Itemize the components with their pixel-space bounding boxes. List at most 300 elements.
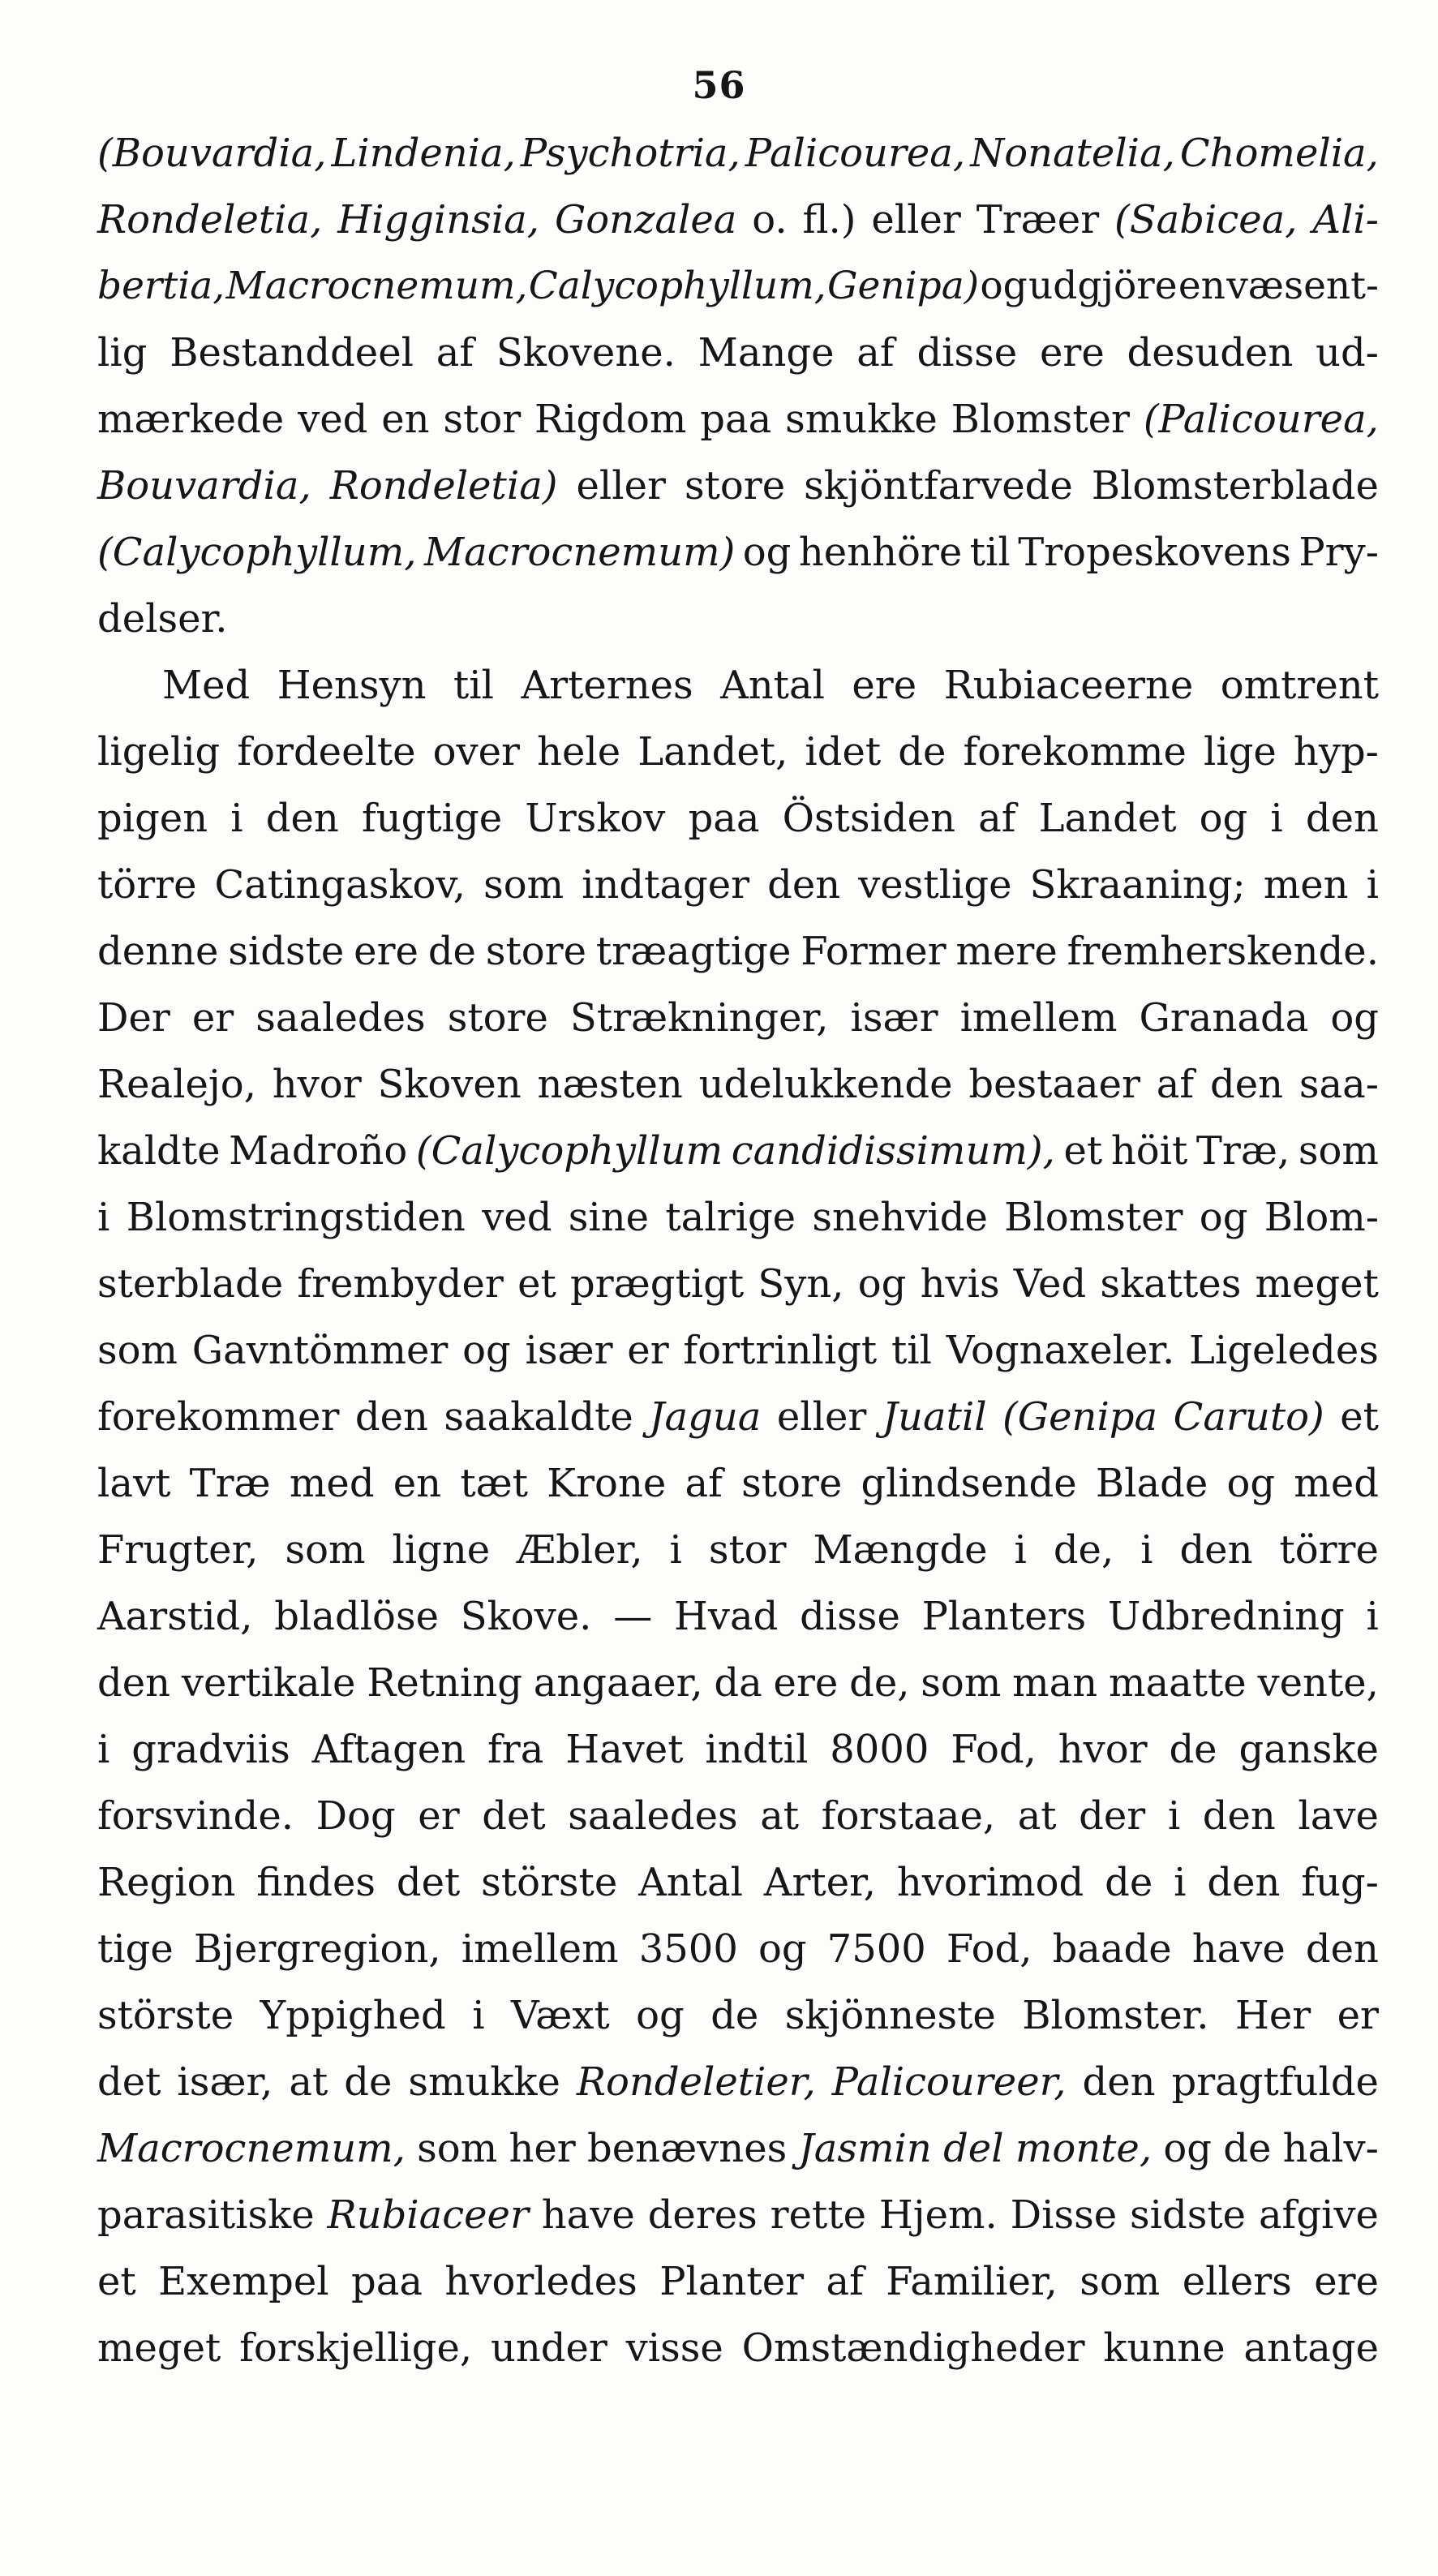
word: og xyxy=(980,264,1028,308)
word: ganske xyxy=(1238,1727,1379,1772)
text-line xyxy=(97,1450,1379,1517)
word: Retning xyxy=(367,1660,522,1706)
text-line xyxy=(97,1251,1379,1317)
word: glindsende xyxy=(861,1461,1077,1506)
word: med xyxy=(289,1461,375,1506)
word: til xyxy=(969,530,1011,575)
text-line xyxy=(97,386,1379,453)
text-line xyxy=(97,1583,1379,1650)
word: af xyxy=(1156,1062,1195,1107)
word: Macrocnemum, xyxy=(97,2126,406,2171)
word: Ligeledes xyxy=(1189,1328,1379,1373)
word: væsent- xyxy=(1226,264,1379,308)
word: et xyxy=(97,2259,136,2304)
word: meget xyxy=(1255,1261,1379,1307)
word: have xyxy=(541,2192,635,2238)
word: Jagua xyxy=(649,1394,762,1440)
word: de xyxy=(1169,1727,1217,1772)
word: som xyxy=(1080,2259,1161,2304)
word: (Calycophyllum, xyxy=(97,530,417,575)
word: Fod, xyxy=(946,1926,1032,1972)
word: store xyxy=(447,995,548,1041)
word: til xyxy=(891,1328,932,1373)
word: som xyxy=(417,2126,498,2171)
word: i xyxy=(1366,1594,1379,1639)
word: visse xyxy=(625,2325,723,2371)
word: findes xyxy=(256,1860,376,1905)
word: Skove. xyxy=(460,1594,592,1639)
word: de xyxy=(1105,1860,1153,1905)
word: de xyxy=(710,1993,759,2038)
word: den xyxy=(1209,1062,1284,1107)
word: de, xyxy=(1053,1527,1114,1573)
word: eller xyxy=(576,463,666,509)
word: — xyxy=(613,1594,653,1639)
word: Tropeskovens xyxy=(1018,530,1291,575)
word: Bouvardia, xyxy=(97,463,311,509)
word: den xyxy=(1179,1527,1253,1573)
word: saa- xyxy=(1298,1062,1379,1107)
word: saakaldte xyxy=(444,1394,633,1440)
word: disse xyxy=(916,330,1018,376)
word: Udbredning xyxy=(1107,1594,1345,1639)
word: Disse xyxy=(1010,2192,1118,2238)
word: store xyxy=(485,929,586,974)
word: (Palicourea, xyxy=(1143,397,1379,442)
word: 8000 xyxy=(830,1727,929,1772)
word: ere xyxy=(773,1660,839,1706)
text-line xyxy=(97,785,1379,852)
body-text xyxy=(97,120,1379,2381)
word: Vognaxeler. xyxy=(946,1328,1175,1373)
word: Blomsterblade xyxy=(1091,463,1379,509)
word: af xyxy=(685,1461,723,1506)
word: (Bouvardia, xyxy=(97,131,327,176)
word: (Sabicea, xyxy=(1114,197,1298,243)
word: det xyxy=(97,2059,161,2105)
word: Rondeletia) xyxy=(329,463,558,509)
word: hele xyxy=(537,729,621,775)
word: Familier, xyxy=(886,2259,1058,2304)
word: i xyxy=(97,1727,110,1772)
word: lave xyxy=(1298,1793,1379,1839)
text-line xyxy=(97,1184,1379,1251)
word: pragtfulde xyxy=(1171,2059,1379,2105)
text-line xyxy=(97,852,1379,918)
word: mere xyxy=(955,929,1058,974)
word: Macrocnemum, xyxy=(225,264,528,308)
word: stor xyxy=(708,1527,787,1573)
word: de xyxy=(344,2059,393,2105)
word: Former xyxy=(801,929,947,974)
word: og xyxy=(1226,1461,1276,1506)
text-line xyxy=(97,1716,1379,1783)
word: törre xyxy=(1279,1527,1379,1573)
word: Östsiden xyxy=(782,796,955,841)
word: törre xyxy=(97,862,197,908)
word: höit xyxy=(1110,1128,1188,1174)
word: Træer xyxy=(976,197,1100,243)
word: ved xyxy=(298,397,368,442)
word: ud- xyxy=(1316,330,1379,376)
word: paa xyxy=(700,397,772,442)
word: tige xyxy=(97,1926,174,1972)
word: ligne xyxy=(392,1527,491,1573)
word: hvis xyxy=(920,1261,1000,1307)
word: monte, xyxy=(1015,2126,1153,2171)
word: Gavntömmer xyxy=(191,1328,449,1373)
word: i xyxy=(1366,862,1379,908)
word: der xyxy=(1079,1793,1146,1839)
word: at xyxy=(1017,1793,1057,1839)
word: Blade xyxy=(1095,1461,1208,1506)
word: Dog xyxy=(316,1793,396,1839)
word: Exempel xyxy=(158,2259,329,2304)
word: Blom- xyxy=(1264,1195,1379,1240)
word: prægtigt xyxy=(569,1261,745,1307)
word: desuden xyxy=(1127,330,1294,376)
word: Planter xyxy=(659,2259,805,2304)
text-line xyxy=(97,719,1379,785)
word: smukke xyxy=(785,397,938,442)
word: del xyxy=(943,2126,1004,2171)
word: Palicourea, xyxy=(745,131,966,176)
word: Rubiaceerne xyxy=(943,663,1194,708)
word: den xyxy=(1202,1793,1276,1839)
word: at xyxy=(289,2059,328,2105)
word: Blomster. xyxy=(1022,1993,1209,2038)
word: Træ, xyxy=(1195,1128,1290,1174)
word: i xyxy=(1014,1527,1027,1573)
word: som xyxy=(285,1527,366,1573)
word: de xyxy=(1223,2126,1272,2171)
word: Arternes xyxy=(521,663,693,708)
word: at xyxy=(760,1793,800,1839)
word: sine xyxy=(568,1195,650,1240)
word: det xyxy=(482,1793,546,1839)
word: indtil xyxy=(705,1727,809,1772)
text-line xyxy=(97,2049,1379,2115)
word: Der xyxy=(97,995,170,1041)
word: imellem xyxy=(461,1926,619,1972)
word: den xyxy=(1305,796,1379,841)
word: vestlige xyxy=(858,862,1012,908)
word: Bjergregion, xyxy=(193,1926,441,1972)
word: i xyxy=(1174,1860,1187,1905)
word: Nonatelia, xyxy=(970,131,1175,176)
word: störste xyxy=(481,1860,618,1905)
word: af xyxy=(978,796,1016,841)
word: i xyxy=(97,1195,110,1240)
word: eller xyxy=(776,1394,867,1440)
word: Krone xyxy=(547,1461,667,1506)
text-line xyxy=(97,253,1379,320)
word: forskjellige, xyxy=(239,2325,473,2371)
word: under xyxy=(490,2325,607,2371)
word: den xyxy=(1305,1926,1379,1972)
word: Rigdom xyxy=(534,397,687,442)
word: den xyxy=(97,1660,171,1706)
word: i xyxy=(1140,1527,1153,1573)
text-line xyxy=(97,1849,1379,1916)
word: Granada xyxy=(1139,995,1309,1041)
text-line xyxy=(97,1783,1379,1849)
word: 7500 xyxy=(826,1926,926,1972)
word: den xyxy=(1207,1860,1281,1905)
word: Palicoureer, xyxy=(831,2059,1067,2105)
word: store xyxy=(684,463,786,509)
word: idet xyxy=(805,729,882,775)
word: smukke xyxy=(408,2059,560,2105)
word: Gonzalea xyxy=(554,197,737,243)
word: ere xyxy=(1039,330,1105,376)
word: Skraaning; xyxy=(1029,862,1246,908)
word: som xyxy=(921,1660,1002,1706)
text-line xyxy=(97,1051,1379,1118)
word: i xyxy=(1167,1793,1181,1839)
word: omtrent xyxy=(1220,663,1379,708)
word: ellers xyxy=(1182,2259,1292,2304)
text-line xyxy=(97,2182,1379,2248)
word: skjöntfarvede xyxy=(804,463,1073,509)
word: Blomstringstiden xyxy=(126,1195,466,1240)
word: (Calycophyllum xyxy=(415,1128,723,1174)
word: bestaaer xyxy=(968,1062,1140,1107)
word: lige xyxy=(1204,729,1277,775)
word: gradviis xyxy=(131,1727,290,1772)
word: og xyxy=(1163,2126,1212,2171)
word: er xyxy=(627,1328,669,1373)
word: hyp- xyxy=(1293,729,1379,775)
word: forstaae, xyxy=(821,1793,996,1839)
word: forsvinde. xyxy=(97,1793,294,1839)
word: henhöre xyxy=(798,530,963,575)
word: Pry- xyxy=(1298,530,1379,575)
word: Hensyn xyxy=(277,663,427,708)
word: Rondeletia, xyxy=(97,197,323,243)
word: (Genipa xyxy=(1002,1394,1158,1440)
word: Aarstid, xyxy=(97,1594,253,1639)
word: det xyxy=(396,1860,461,1905)
word: især xyxy=(525,1328,613,1373)
word: som xyxy=(1298,1128,1379,1174)
word: meget xyxy=(97,2325,221,2371)
word: og xyxy=(758,1926,807,1972)
word: frembyder xyxy=(297,1261,504,1307)
word: rette xyxy=(770,2192,867,2238)
text-line xyxy=(97,2315,1379,2381)
word: lavt xyxy=(97,1461,171,1506)
word: sterblade xyxy=(97,1261,284,1307)
word: disse xyxy=(800,1594,900,1639)
word: eller xyxy=(871,197,961,243)
word: Jasmin xyxy=(798,2126,932,2171)
text-line xyxy=(97,519,1379,586)
word: er xyxy=(191,995,234,1041)
word: saaledes xyxy=(568,1793,738,1839)
word: og xyxy=(1330,995,1379,1041)
word: Planters xyxy=(921,1594,1087,1639)
word: ere xyxy=(1314,2259,1379,2304)
word: et xyxy=(1340,1394,1379,1440)
word: den xyxy=(1082,2059,1156,2105)
word: Frugter, xyxy=(97,1527,259,1573)
word: i xyxy=(669,1527,682,1573)
word: Træ xyxy=(189,1461,271,1506)
word: udelukkende xyxy=(698,1062,953,1107)
word: er xyxy=(418,1793,460,1839)
word: saaledes xyxy=(255,995,426,1041)
word: Blomster xyxy=(1004,1195,1183,1240)
word: imellem xyxy=(959,995,1118,1041)
word: parasitiske xyxy=(97,2192,315,2238)
word: Fod, xyxy=(951,1727,1037,1772)
word: Hvad xyxy=(673,1594,779,1639)
word: og xyxy=(1199,796,1248,841)
word: kunne xyxy=(1103,2325,1226,2371)
word: de xyxy=(898,729,947,775)
word: her xyxy=(509,2126,576,2171)
word: paa xyxy=(351,2259,423,2304)
text-line xyxy=(97,120,1379,187)
word: fra xyxy=(487,1727,544,1772)
text-line xyxy=(97,453,1379,519)
word: sidste xyxy=(228,929,345,974)
word: en xyxy=(393,1461,442,1506)
word: sidste xyxy=(1130,2192,1247,2238)
word: Med xyxy=(162,663,251,708)
word: Calycophyllum, xyxy=(528,264,826,308)
word: Blomster xyxy=(951,397,1130,442)
word: hvorledes xyxy=(444,2259,637,2304)
word: snehvide xyxy=(812,1195,988,1240)
word: paa xyxy=(688,796,760,841)
word: Landet, xyxy=(637,729,788,775)
word: udgjöre xyxy=(1028,264,1178,308)
word: denne xyxy=(97,929,219,974)
word: man xyxy=(1012,1660,1098,1706)
text-line xyxy=(97,1650,1379,1716)
word: hvor xyxy=(272,1062,362,1107)
word: i xyxy=(1270,796,1283,841)
word: indtager xyxy=(582,862,750,908)
word: Realejo, xyxy=(97,1062,256,1107)
word: Rubiaceer xyxy=(327,2192,529,2238)
word: Syn, xyxy=(758,1261,844,1307)
word: skattes xyxy=(1100,1261,1242,1307)
word: pigen xyxy=(97,796,208,841)
word: Juatil xyxy=(882,1394,987,1440)
word: Higginsia, xyxy=(337,197,540,243)
word: fl.) xyxy=(802,197,856,243)
word: træagtige xyxy=(595,929,792,974)
word: Hjem. xyxy=(878,2192,998,2238)
word: antage xyxy=(1243,2325,1379,2371)
word: Chomelia, xyxy=(1179,131,1379,176)
word: mærkede xyxy=(97,397,285,442)
word: Psychotria, xyxy=(520,131,740,176)
word: Lindenia, xyxy=(331,131,516,176)
word: Væxt xyxy=(510,1993,610,2038)
word: ligelig xyxy=(97,729,221,775)
word: Mange xyxy=(698,330,835,376)
word: især, xyxy=(177,2059,273,2105)
word: Rondeletier, xyxy=(576,2059,816,2105)
text-line xyxy=(97,1384,1379,1450)
word: benævnes xyxy=(587,2126,788,2171)
text-line xyxy=(97,985,1379,1051)
word: Her xyxy=(1234,1993,1311,2038)
word: ere xyxy=(354,929,419,974)
text-line xyxy=(97,1982,1379,2049)
word: med xyxy=(1294,1461,1379,1506)
word: Strækninger, xyxy=(569,995,829,1041)
word: et xyxy=(517,1261,556,1307)
word: bladlöse xyxy=(274,1594,439,1639)
word: Antal xyxy=(720,663,825,708)
word: en xyxy=(381,397,430,442)
word: störste xyxy=(97,1993,234,2038)
word: have xyxy=(1191,1926,1286,1972)
word: vertikale xyxy=(181,1660,356,1706)
word: Ved xyxy=(1013,1261,1087,1307)
word: Catingaskov, xyxy=(214,862,466,908)
word: ere xyxy=(852,663,917,708)
word: er xyxy=(1337,1993,1379,2038)
word: Mængde xyxy=(813,1527,988,1573)
word: ved xyxy=(482,1195,552,1240)
word: candidissimum), xyxy=(731,1128,1055,1174)
word: et xyxy=(1063,1128,1103,1174)
word: baade xyxy=(1052,1926,1172,1972)
word: fug- xyxy=(1301,1860,1379,1905)
word: fortrinligt xyxy=(683,1328,878,1373)
word: kaldte xyxy=(97,1128,221,1174)
word: store xyxy=(741,1461,843,1506)
word: de xyxy=(427,929,476,974)
word: 3500 xyxy=(638,1926,738,1972)
word: Skovene. xyxy=(496,330,676,376)
word: halv- xyxy=(1282,2126,1379,2171)
word: en xyxy=(1178,264,1226,308)
word: Aftagen xyxy=(311,1727,466,1772)
word: næsten xyxy=(537,1062,683,1107)
text-line xyxy=(97,2115,1379,2182)
word: o. xyxy=(752,197,788,243)
word: og xyxy=(636,1993,685,2038)
word: fordeelte xyxy=(237,729,416,775)
word: Region xyxy=(97,1860,236,1905)
word: og xyxy=(462,1328,511,1373)
word: den xyxy=(265,796,339,841)
word: fremherskende. xyxy=(1067,929,1379,974)
word: stor xyxy=(443,397,522,442)
text-line xyxy=(97,2248,1379,2315)
text-line xyxy=(97,1517,1379,1583)
word: talrige xyxy=(665,1195,796,1240)
word: af xyxy=(436,330,474,376)
word: de, xyxy=(849,1660,910,1706)
word: Genipa) xyxy=(826,264,980,308)
word: fugtige xyxy=(361,796,503,841)
word: Urskov xyxy=(525,796,666,841)
word: til xyxy=(453,663,494,708)
word: som xyxy=(483,862,564,908)
text-line xyxy=(97,652,1379,719)
word: delser. xyxy=(97,596,228,642)
word: da xyxy=(714,1660,762,1706)
text-line xyxy=(97,586,1379,652)
